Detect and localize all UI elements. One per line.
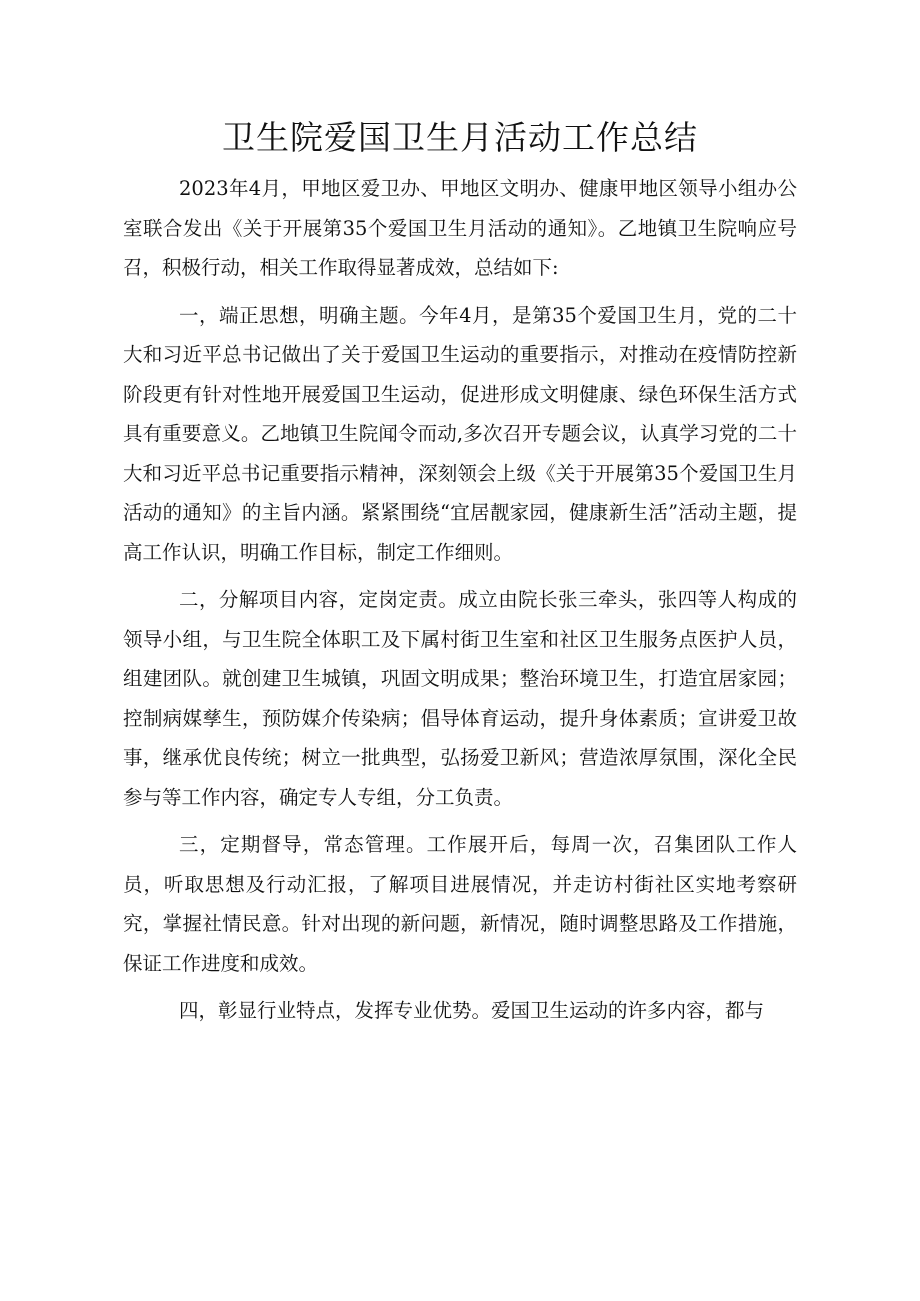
paragraph-section-1: 一，端正思想，明确主题。今年4月，是第35个爱国卫生月，党的二十大和习近平总书记做出了关于爱国卫生运动的重要指示，对推动在疫情防控新阶段更有针对性地开展爱国卫生运动，促进形成文明健康、绿色环保生活方式具有重要意义。乙地镇卫生院闻令而动,多次召开专题会议，认真学习党的二十大和习近平总书记重要指示精神，深刻领会上级《关于开展第35个爱国卫生月活动的通知》的主旨内涵。紧紧围绕“宜居靓家园，健康新生活”活动主题，提高工作认识，明确工作目标，制定工作细则。	[123, 303, 797, 564]
paragraph-section-3: 三，定期督导，常态管理。工作展开后，每周一次，召集团队工作人员，听取思想及行动汇报，了解项目进展情况，并走访村街社区实地考察研究，掌握社情民意。针对出现的新问题，新情况，随时调整思路及工作措施，保证工作进度和成效。	[123, 833, 797, 975]
document-title: 卫生院爱国卫生月活动工作总结	[222, 118, 698, 157]
paragraph-intro: 2023年4月，甲地区爱卫办、甲地区文明办、健康甲地区领导小组办公室联合发出《关于开展第35个爱国卫生月活动的通知》。乙地镇卫生院响应号召，积极行动，相关工作取得显著成效，总结如下:	[123, 177, 797, 279]
paragraph-section-4: 四，彰显行业特点，发挥专业优势。爱国卫生运动的许多内容，都与	[179, 999, 765, 1022]
document-body	[123, 169, 797, 1031]
paragraph-section-2: 二，分解项目内容，定岗定责。成立由院长张三牵头，张四等人构成的领导小组，与卫生院全体职工及下属村街卫生室和社区卫生服务点医护人员，组建团队。就创建卫生城镇，巩固文明成果；整治环境卫生，打造宜居家园；控制病媒孳生，预防媒介传染病；倡导体育运动，提升身体素质；宣讲爱卫故事，继承优良传统；树立一批典型，弘扬爱卫新风；营造浓厚氛围，深化全民参与等工作内容，确定专人专组，分工负责。	[123, 588, 797, 809]
